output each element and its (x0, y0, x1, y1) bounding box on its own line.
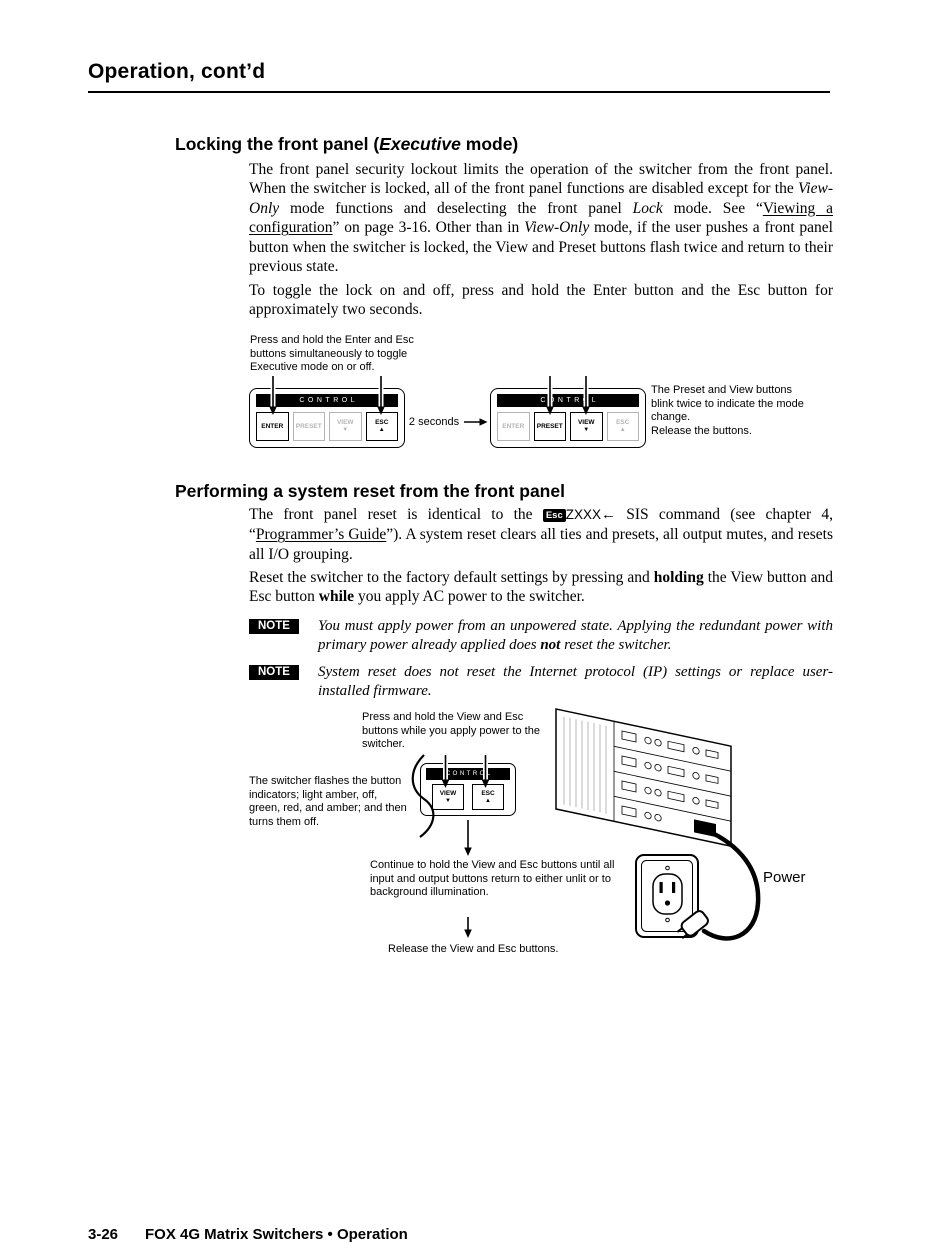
system-reset-diagram (88, 705, 862, 965)
preset-button (293, 412, 326, 441)
esc-key-icon: Esc (543, 509, 566, 522)
reset-caption-left: The switcher flashes the button indicators; light amber, off, green, red, and amber; and then turns them off. (249, 775, 407, 828)
text-run: the View button and Esc button (249, 569, 833, 606)
text-run: The front panel reset is identical to the (249, 506, 543, 523)
esc-button (607, 412, 640, 441)
button-label: VIEW (577, 419, 595, 426)
reset-caption-release: Release the View and Esc buttons. (388, 943, 559, 955)
bold-italic-run: not (540, 637, 561, 654)
footer-page-number: 3-26 (88, 1226, 119, 1243)
text-run: SIS command (see chapter 4, “ (249, 506, 834, 544)
text-run: reset the switcher. (560, 637, 672, 654)
view-button (570, 412, 603, 441)
link-viewing-a-configuration[interactable]: Viewing a configuration (249, 199, 833, 237)
view-button (432, 784, 464, 810)
note-badge: NOTE (249, 619, 299, 634)
panel-button-row (250, 407, 404, 447)
button-label: ENTER (261, 423, 284, 430)
control-panel-before (249, 388, 405, 448)
reset-paragraph-1 (249, 505, 833, 564)
note-badge: NOTE (249, 665, 299, 680)
up-arrow-icon: ▲ (378, 427, 385, 433)
esc-button (366, 412, 399, 441)
executive-diagram-caption: Press and hold the Enter and Esc buttons simultaneously to toggle Executive mode on or off. (250, 334, 414, 373)
text-run: mode, if the user pushes a front panel button when the switcher is locked, the View and Preset buttons flash twice and return to their previous state. (249, 219, 833, 276)
note-block-1 (249, 617, 833, 656)
power-cord (704, 830, 758, 938)
page-title: Operation, cont’d (88, 60, 266, 83)
enter-button (256, 412, 289, 441)
italic-run: View-Only (524, 219, 590, 237)
switcher-rear-illustration (556, 709, 731, 846)
button-label: VIEW (439, 789, 457, 797)
wall-outlet (636, 855, 698, 937)
italic-run: Lock (632, 199, 663, 217)
up-arrow-icon: ▲ (619, 427, 626, 433)
bold-run: holding (653, 569, 704, 586)
reset-caption-continue: Continue to hold the View and Esc buttons until all input and output buttons return to either unlit or to background illumination. (370, 859, 615, 898)
down-arrow-icon: ▼ (342, 427, 349, 433)
text-run: You must apply power from an unpowered state. Applying the redundant power with primary power already applied does (318, 618, 833, 654)
down-arrow-icon: ▼ (583, 427, 590, 433)
reset-caption-top: Press and hold the View and Esc buttons while you apply power to the switcher. (362, 711, 540, 750)
bold-run: while (318, 588, 355, 606)
text-run: Reset the switcher to the factory default settings by pressing and (249, 569, 654, 586)
down-arrow-icon: ▼ (445, 797, 451, 804)
reset-paragraph-2 (249, 568, 833, 607)
italic-run: View-Only (249, 180, 833, 217)
enter-button (497, 412, 530, 441)
view-button (329, 412, 362, 441)
header-rule (88, 91, 830, 93)
power-inlet (694, 819, 716, 837)
note-block-2 (249, 663, 833, 702)
heading-italic-run: Executive (379, 134, 461, 154)
section-heading-reset: Performing a system reset from the front panel (175, 481, 565, 501)
locking-paragraph-2: To toggle the lock on and off, press and hold the Enter button and the Esc button for approximately two seconds. (249, 282, 833, 319)
esc-button (472, 784, 504, 810)
button-label: ENTER (502, 423, 525, 430)
up-arrow-icon: ▲ (485, 797, 491, 804)
duration-label: 2 seconds (408, 416, 460, 428)
heading-run: Locking the front panel ( (175, 134, 380, 154)
note-text (318, 617, 833, 656)
executive-diagram-note (651, 384, 809, 438)
executive-mode-diagram (249, 332, 809, 460)
text-run: mode. See “ (662, 199, 763, 217)
control-panel-label: CONTROL (256, 394, 398, 407)
preset-button (534, 412, 567, 441)
button-label: ESC (616, 419, 630, 426)
control-panel-label: CONTROL (426, 768, 510, 780)
sis-command-text: ZXXX (565, 507, 601, 522)
button-label: ESC (375, 419, 389, 426)
note-line: Release the buttons. (651, 424, 752, 437)
button-label: VIEW (336, 419, 354, 426)
panel-button-row (491, 407, 645, 447)
text-run: The front panel security lockout limits the operation of the switcher from the front panel. When the switcher is locked, all of the front panel functions are disabled except for the (249, 161, 833, 198)
control-panel-label: CONTROL (497, 394, 639, 407)
footer-text: FOX 4G Matrix Switchers • Operation (145, 1226, 408, 1243)
note-text: System reset does not reset the Internet protocol (IP) settings or replace user-installed firmware. (318, 664, 833, 700)
footer (88, 1226, 408, 1243)
button-label: ESC (481, 789, 495, 797)
control-panel-reset (420, 763, 516, 816)
text-run: mode functions and deselecting the front panel (279, 199, 633, 217)
power-plug (675, 909, 710, 941)
locking-paragraph-1 (249, 160, 833, 276)
return-arrow-icon: ← (601, 507, 616, 523)
link-programmers-guide[interactable]: Programmer’s Guide (255, 526, 387, 544)
section-heading-locking (175, 134, 518, 155)
text-run: ” on page 3-16. Other than in (332, 219, 525, 237)
button-label: PRESET (295, 423, 322, 430)
button-label: PRESET (536, 423, 563, 430)
note-line: The Preset and View buttons blink twice to indicate the mode change. (651, 384, 804, 423)
panel-button-row (421, 780, 515, 815)
text-run: ”). A system reset clears all ties and presets, all output mutes, and resets all I/O grouping. (249, 526, 833, 563)
control-panel-after (490, 388, 646, 448)
heading-run: mode) (460, 134, 519, 154)
power-label: Power (763, 869, 806, 886)
text-run: you apply AC power to the switcher. (354, 588, 585, 606)
